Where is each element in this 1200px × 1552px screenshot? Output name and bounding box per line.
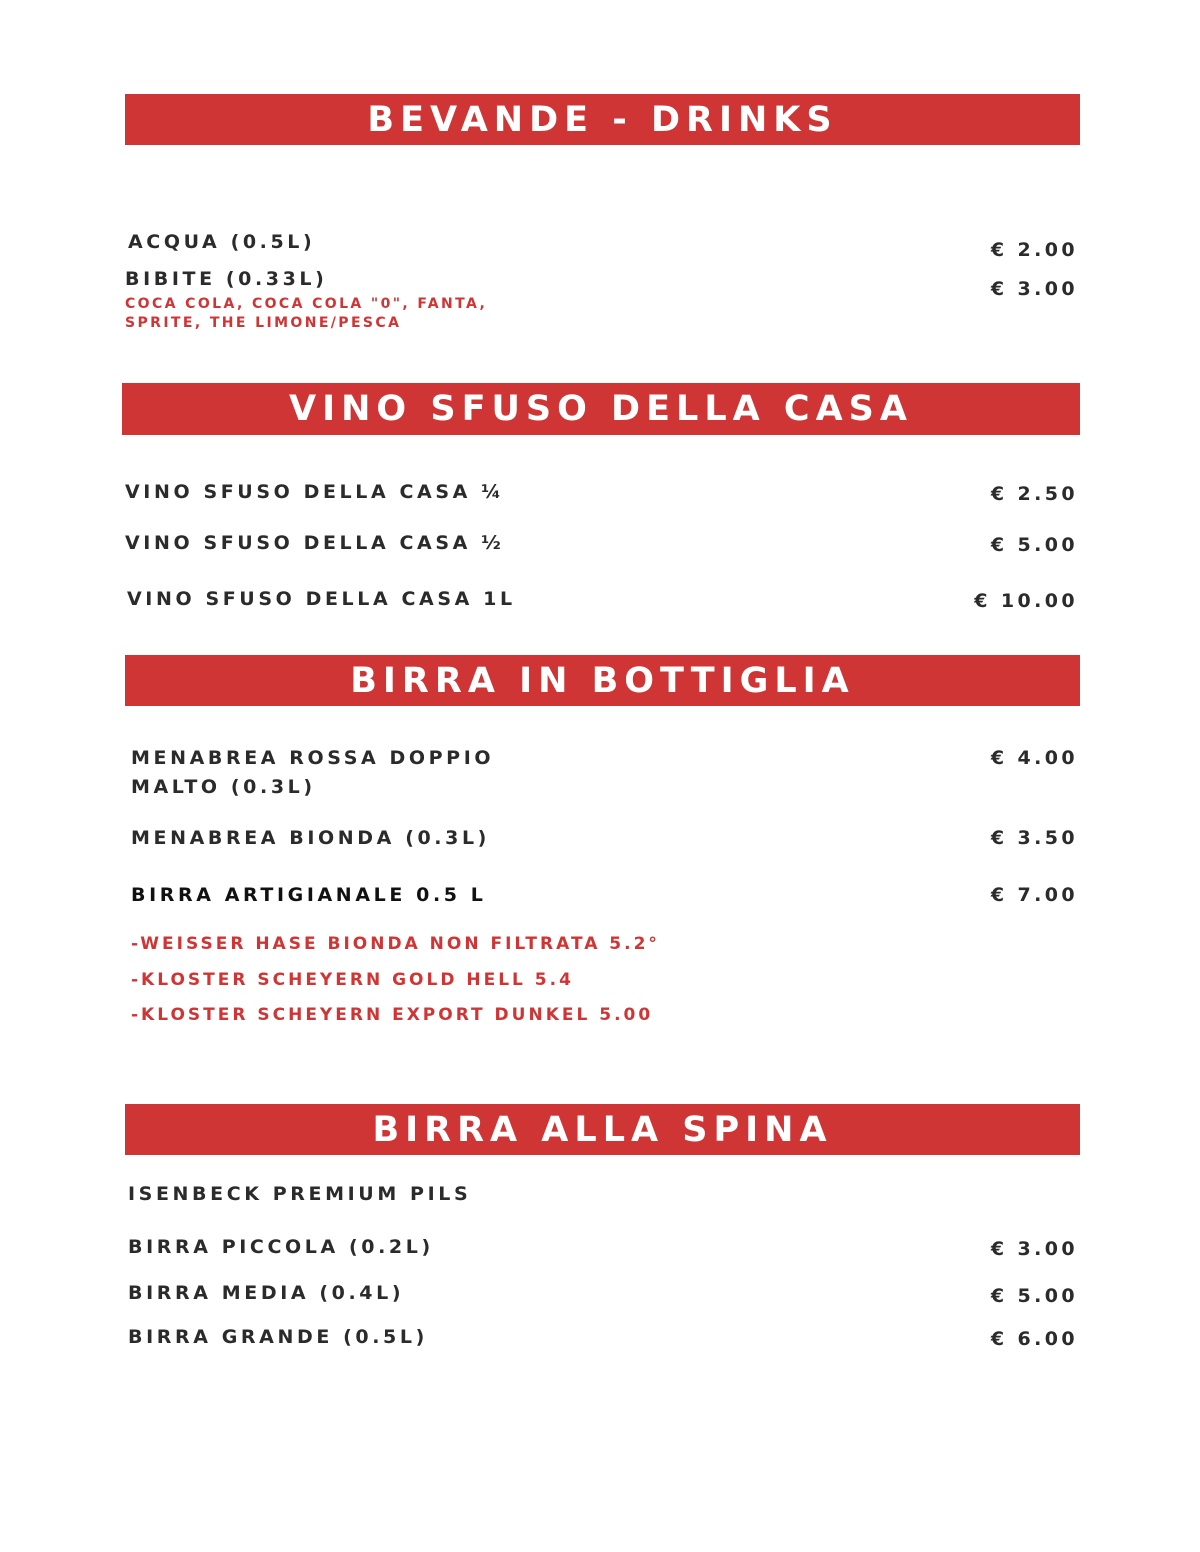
draft-beer-brand: ISENBECK PREMIUM PILS [128,1183,472,1205]
section-header-house-wine [122,383,1080,435]
section-title: VINO SFUSO DELLA CASA [289,389,913,429]
menu-item-name: BIRRA GRANDE (0.5L) [128,1326,428,1348]
menu-item-price: € 3.00 [990,278,1078,300]
section-header-draft-beer [125,1104,1080,1155]
menu-item-name: MENABREA BIONDA (0.3L) [131,827,490,849]
menu-item-note: SPRITE, THE LIMONE/PESCA [125,315,402,331]
menu-item-price: € 2.50 [990,483,1078,505]
section-title: BIRRA ALLA SPINA [372,1109,833,1150]
menu-item-name: BIRRA PICCOLA (0.2L) [128,1236,434,1258]
menu-item-name: VINO SFUSO DELLA CASA ½ [125,532,505,554]
menu-item-name: BIRRA ARTIGIANALE 0.5 L [131,884,487,906]
menu-item-name: BIRRA MEDIA (0.4L) [128,1282,405,1304]
menu-item-price: € 10.00 [974,590,1078,612]
menu-item-name: VINO SFUSO DELLA CASA 1L [127,588,516,610]
menu-item-note: COCA COLA, COCA COLA "0", FANTA, [125,296,488,312]
menu-item-name: MALTO (0.3L) [131,776,316,798]
craft-beer-item: -KLOSTER SCHEYERN GOLD HELL 5.4 [131,970,574,990]
section-title: BIRRA IN BOTTIGLIA [350,660,855,701]
menu-item-price: € 5.00 [990,534,1078,556]
section-title: BEVANDE - DRINKS [367,99,838,140]
menu-item-name: BIBITE (0.33L) [125,268,328,290]
menu-item-name: MENABREA ROSSA DOPPIO [131,747,495,769]
craft-beer-item: -WEISSER HASE BIONDA NON FILTRATA 5.2° [131,934,660,954]
menu-item-name: ACQUA (0.5L) [128,231,316,253]
menu-item-price: € 4.00 [990,747,1078,769]
menu-item-price: € 2.00 [990,239,1078,261]
section-header-drinks [125,94,1080,145]
menu-item-price: € 3.50 [990,827,1078,849]
menu-item-price: € 7.00 [990,884,1078,906]
section-header-bottled-beer [125,655,1080,706]
craft-beer-item: -KLOSTER SCHEYERN EXPORT DUNKEL 5.00 [131,1005,654,1025]
menu-item-price: € 6.00 [990,1328,1078,1350]
menu-item-name: VINO SFUSO DELLA CASA ¼ [125,481,505,503]
menu-item-price: € 3.00 [990,1238,1078,1260]
menu-item-price: € 5.00 [990,1285,1078,1307]
